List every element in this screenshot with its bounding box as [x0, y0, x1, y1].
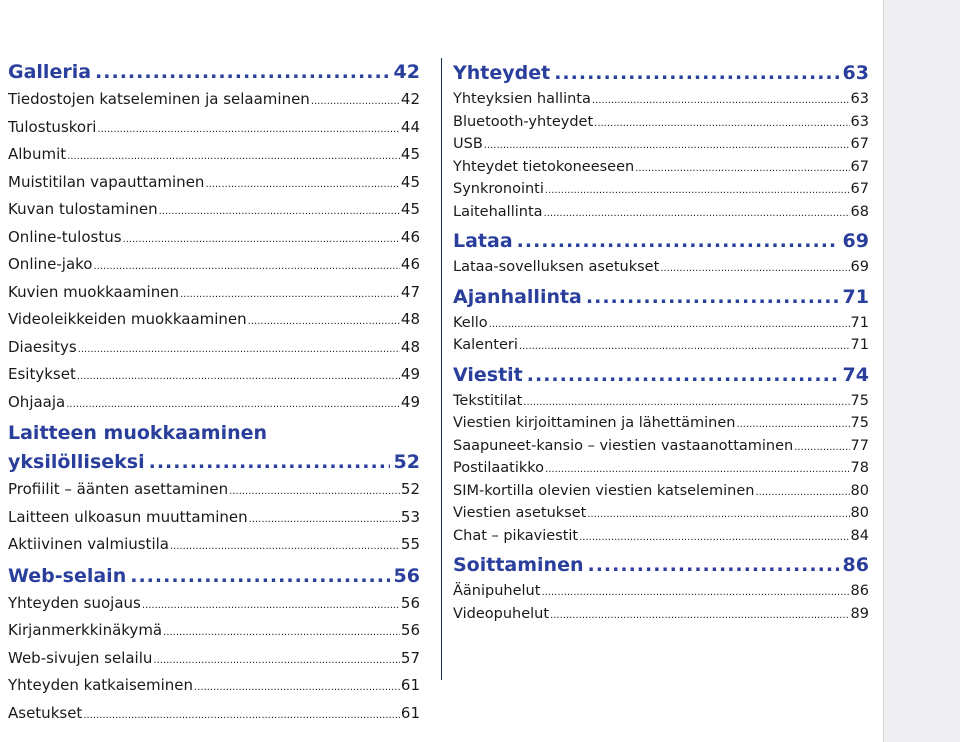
entry-label: Yhteyden katkaiseminen	[8, 676, 194, 694]
heading-page: 69	[842, 230, 869, 252]
entry-page: 77	[850, 437, 869, 454]
entry-page: 49	[400, 392, 420, 411]
toc-column-left	[8, 56, 420, 728]
entry-page: 71	[850, 314, 869, 331]
leader-dots	[123, 228, 400, 253]
toc-heading[interactable]	[453, 360, 869, 391]
leader-dots	[541, 582, 849, 604]
leader-dots	[159, 200, 400, 225]
leader-dots	[163, 621, 400, 646]
entry-page: 57	[400, 648, 420, 667]
toc-entry[interactable]	[453, 157, 869, 180]
leader-dots	[142, 594, 400, 619]
entry-page: 80	[850, 482, 869, 499]
entry-page: 56	[400, 593, 420, 612]
entry-page: 48	[400, 337, 420, 356]
entry-label: Videopuhelut	[453, 605, 550, 622]
toc-entry[interactable]	[8, 618, 420, 646]
leader-dots	[545, 180, 850, 202]
leader-dots	[587, 504, 849, 526]
toc-heading[interactable]	[453, 550, 869, 581]
leader-dots	[248, 310, 400, 335]
entry-page: 63	[850, 91, 869, 107]
toc-heading[interactable]	[8, 562, 420, 591]
entry-page: 47	[400, 282, 420, 301]
heading-title: Web-selain	[8, 564, 127, 587]
entry-label: Äänipuhelut	[453, 583, 541, 599]
leader-dots	[229, 480, 400, 505]
entry-label: SIM-kortilla olevien viestien katseleminen	[453, 482, 755, 499]
toc-entry[interactable]	[8, 362, 420, 390]
entry-label: Online-jako	[8, 255, 93, 273]
leader-dots	[130, 562, 389, 591]
toc-entry[interactable]	[8, 170, 420, 198]
heading-page: 71	[842, 285, 869, 308]
entry-label: Tiedostojen katseleminen ja selaaminen	[8, 90, 310, 108]
toc-entry[interactable]	[8, 280, 420, 308]
toc-heading[interactable]	[453, 226, 869, 257]
entry-label: Web-sivujen selailu	[8, 648, 153, 667]
toc-section-personalisointi	[8, 419, 420, 560]
entry-label: Viestien kirjoittaminen ja lähettäminen	[453, 415, 736, 431]
entry-label: Kello	[453, 314, 488, 331]
entry-label: Albumit	[8, 145, 67, 163]
toc-section-lataa	[453, 226, 869, 280]
entry-label: Online-tulostus	[8, 227, 122, 246]
heading-title: Soittaminen	[453, 554, 584, 576]
leader-dots	[527, 360, 839, 391]
leader-dots	[660, 258, 849, 280]
entry-page: 45	[400, 200, 420, 218]
entry-page: 45	[400, 145, 420, 163]
toc-entry[interactable]	[8, 142, 420, 170]
toc-heading[interactable]	[453, 282, 869, 313]
entry-page: 86	[850, 583, 869, 599]
toc-entry[interactable]	[8, 505, 420, 533]
leader-dots	[67, 145, 400, 170]
entry-label: Kuvan tulostaminen	[8, 200, 158, 218]
entry-page: 67	[850, 158, 869, 175]
heading-title: Galleria	[8, 61, 92, 83]
entry-label: Laitehallinta	[453, 203, 543, 220]
leader-dots	[523, 392, 849, 414]
entry-page: 69	[850, 259, 869, 275]
entry-page: 46	[400, 227, 420, 246]
leader-dots	[755, 482, 849, 504]
entry-label: Viestien asetukset	[453, 505, 587, 521]
toc-entry[interactable]	[453, 436, 869, 459]
toc-entry[interactable]	[8, 701, 420, 729]
toc-entry[interactable]	[453, 89, 869, 112]
heading-title: Lataa	[453, 230, 513, 252]
entry-label: Chat – pikaviestit	[453, 527, 579, 544]
heading-page: 52	[393, 451, 420, 473]
entry-page: 52	[400, 480, 420, 498]
heading-page: 42	[393, 61, 420, 83]
toc-entry[interactable]	[8, 646, 420, 674]
entry-page: 67	[850, 181, 869, 197]
leader-dots	[554, 58, 838, 89]
heading-page: 56	[393, 564, 420, 587]
entry-page: 45	[400, 172, 420, 191]
entry-label: Ohjaaja	[8, 392, 66, 411]
entry-page: 78	[850, 460, 869, 476]
leader-dots	[519, 336, 850, 358]
entry-label: Diaesitys	[8, 337, 77, 356]
entry-page: 49	[400, 365, 420, 383]
leader-dots	[95, 58, 390, 87]
leader-dots	[489, 314, 850, 336]
entry-label: Profiilit – äänten asettaminen	[8, 480, 229, 498]
entry-page: 56	[400, 621, 420, 639]
toc-entry[interactable]	[8, 673, 420, 701]
entry-page: 46	[400, 255, 420, 273]
toc-section-yhteydet	[453, 58, 869, 224]
toc-entry[interactable]	[453, 202, 869, 225]
leader-dots	[83, 704, 400, 729]
entry-label: Synkronointi	[453, 181, 544, 197]
leader-dots	[170, 535, 400, 560]
entry-page: 71	[850, 337, 869, 353]
entry-page: 75	[850, 415, 869, 431]
toc-entry[interactable]	[453, 503, 869, 526]
leader-dots	[545, 459, 850, 481]
leader-dots	[579, 527, 849, 549]
heading-page: 63	[842, 62, 869, 84]
toc-heading-line1[interactable]: Laitteen muokkaaminen	[8, 422, 268, 444]
entry-label: Yhteyden suojaus	[8, 593, 141, 612]
entry-label: Kirjanmerkkinäkymä	[8, 621, 163, 639]
leader-dots	[94, 255, 400, 280]
toc-entry[interactable]	[8, 225, 420, 253]
toc-section-ajanhallinta	[453, 282, 869, 358]
leader-dots	[205, 173, 399, 198]
leader-dots	[594, 113, 849, 135]
toc-entry[interactable]	[8, 197, 420, 225]
leader-dots	[311, 90, 400, 115]
toc-entry[interactable]	[453, 526, 869, 549]
heading-page: 74	[842, 363, 869, 386]
heading-title: Yhteydet	[453, 62, 551, 84]
leader-dots	[180, 283, 400, 308]
toc-section-soittaminen	[453, 550, 869, 626]
entry-page: 53	[400, 507, 420, 526]
entry-label: Tulostuskori	[8, 117, 97, 136]
leader-dots	[586, 282, 839, 313]
toc-entry[interactable]	[8, 532, 420, 560]
toc-entry[interactable]	[453, 481, 869, 504]
leader-dots	[97, 118, 399, 143]
leader-dots	[588, 550, 839, 581]
toc-entry[interactable]	[8, 591, 420, 619]
toc-entry[interactable]	[453, 335, 869, 358]
column-divider	[441, 58, 442, 680]
toc-entry[interactable]	[453, 134, 869, 157]
entry-page: 55	[400, 535, 420, 553]
leader-dots	[66, 393, 400, 418]
toc-entry[interactable]	[8, 252, 420, 280]
toc-section-galleria	[8, 58, 420, 417]
entry-page: 84	[850, 527, 869, 544]
leader-dots	[517, 226, 839, 257]
entry-label: Asetukset	[8, 703, 83, 722]
entry-page: 44	[400, 117, 420, 136]
leader-dots	[149, 448, 390, 477]
entry-label: Videoleikkeiden muokkaaminen	[8, 310, 247, 328]
entry-label: Yhteyksien hallinta	[453, 91, 591, 107]
entry-label: USB	[453, 136, 483, 152]
entry-label: Muistitilan vapauttaminen	[8, 172, 205, 191]
leader-dots	[78, 338, 400, 363]
leader-dots	[794, 437, 849, 459]
toc-heading[interactable]	[8, 448, 420, 477]
toc-entry[interactable]	[8, 115, 420, 143]
entry-label: Aktiivinen valmiustila	[8, 535, 169, 553]
entry-label: Kalenteri	[453, 337, 518, 353]
entry-page: 61	[400, 703, 420, 722]
entry-page: 80	[850, 505, 869, 521]
entry-label: Tekstitilat	[453, 392, 523, 409]
toc-heading[interactable]	[453, 58, 869, 89]
leader-dots	[635, 158, 849, 180]
leader-dots	[153, 649, 400, 674]
leader-dots	[550, 605, 850, 627]
heading-title: Ajanhallinta	[453, 285, 582, 308]
toc-entry[interactable]	[453, 313, 869, 336]
toc-section-web-selain	[8, 562, 420, 729]
leader-dots	[249, 508, 400, 533]
toc-heading[interactable]	[8, 58, 420, 87]
entry-label: Bluetooth-yhteydet	[453, 113, 594, 130]
toc-entry[interactable]	[8, 87, 420, 115]
toc-entry[interactable]	[8, 477, 420, 505]
heading-title: yksilölliseksi	[8, 451, 145, 473]
entry-label: Laitteen ulkoasun muuttaminen	[8, 507, 248, 526]
entry-label: Yhteydet tietokoneeseen	[453, 158, 635, 175]
entry-page: 63	[850, 113, 869, 130]
right-margin-panel	[883, 0, 960, 742]
toc-entry[interactable]	[453, 112, 869, 135]
toc-entry[interactable]	[453, 391, 869, 414]
toc-column-right	[453, 56, 869, 626]
leader-dots	[544, 203, 850, 225]
entry-label: Esitykset	[8, 365, 76, 383]
entry-page: 42	[400, 90, 420, 108]
heading-title: Viestit	[453, 363, 523, 386]
entry-label: Lataa-sovelluksen asetukset	[453, 259, 660, 275]
toc-entry[interactable]	[8, 335, 420, 363]
toc-section-viestit	[453, 360, 869, 549]
entry-label: Postilaatikko	[453, 460, 545, 476]
toc-entry[interactable]	[453, 458, 869, 481]
toc-entry[interactable]	[8, 307, 420, 335]
leader-dots	[736, 414, 849, 436]
entry-page: 67	[850, 136, 869, 152]
entry-page: 89	[850, 605, 869, 622]
entry-page: 61	[400, 676, 420, 694]
leader-dots	[194, 676, 400, 701]
toc-entry[interactable]	[453, 257, 869, 280]
entry-page: 75	[850, 392, 869, 409]
toc-entry[interactable]	[8, 390, 420, 418]
leader-dots	[77, 365, 400, 390]
entry-page: 68	[850, 203, 869, 220]
entry-label: Kuvien muokkaaminen	[8, 282, 179, 301]
toc-entry[interactable]	[453, 179, 869, 202]
toc-entry[interactable]	[453, 604, 869, 627]
heading-page: 86	[842, 554, 869, 576]
leader-dots	[592, 90, 850, 112]
toc-entry[interactable]	[453, 581, 869, 604]
toc-entry[interactable]	[453, 413, 869, 436]
leader-dots	[484, 135, 850, 157]
entry-label: Saapuneet-kansio – viestien vastaanottaminen	[453, 437, 794, 454]
entry-page: 48	[400, 310, 420, 328]
